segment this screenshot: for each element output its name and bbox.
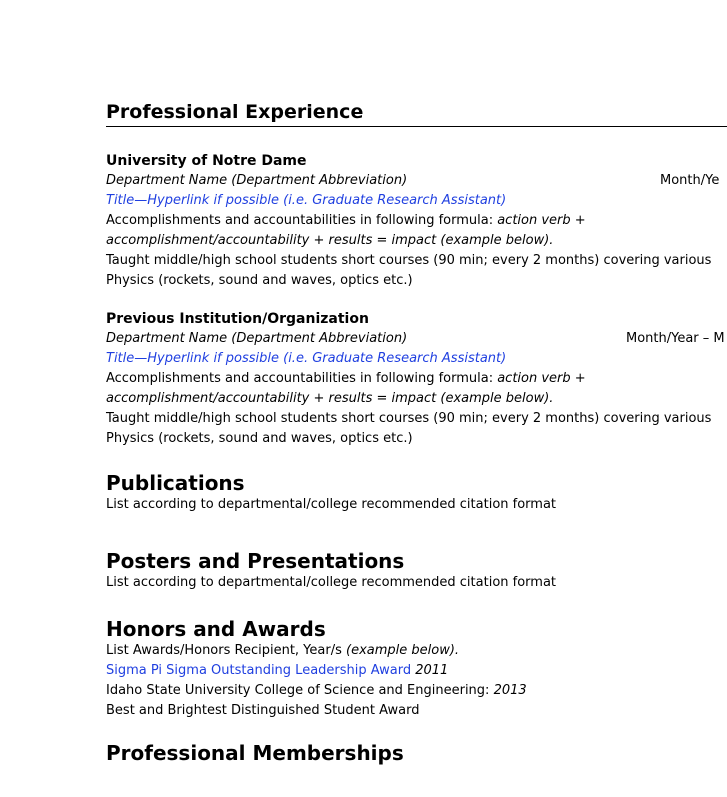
acc-italic: action verb + [497, 371, 586, 386]
dept-name: Department Name (Department Abbreviation) [106, 331, 408, 346]
accomplishment-line-2: accomplishment/accountability + results = impact (example below). [106, 233, 554, 248]
experience-entry-2 [106, 309, 727, 449]
award-3: Best and Brightest Distinguished Student Award [106, 703, 420, 718]
award-1 [106, 661, 727, 681]
honors-intro-plain: List Awards/Honors Recipient, Year/s [106, 643, 346, 658]
dept-row [106, 171, 727, 191]
section-title-posters: Posters and Presentations [106, 549, 405, 573]
accomplishment-line-1 [106, 211, 727, 231]
org-name: Previous Institution/Organization [106, 311, 369, 327]
award-2-text: Idaho State University College of Science and Engineering: [106, 683, 494, 698]
acc-italic: action verb + [497, 213, 586, 228]
taught-line-2: Physics (rockets, sound and waves, optics etc.) [106, 431, 413, 446]
award-2 [106, 681, 727, 701]
date-range: Month/Year – M [626, 331, 725, 346]
section-title-publications: Publications [106, 471, 245, 495]
resume-content [106, 100, 727, 765]
acc-plain: Accomplishments and accountabilities in following formula: [106, 371, 498, 386]
award-1-link[interactable]: Sigma Pi Sigma Outstanding Leadership Award [106, 663, 412, 678]
dept-row [106, 329, 727, 349]
taught-line-1: Taught middle/high school students short courses (90 min; every 2 months) covering various [106, 411, 712, 426]
taught-line-2: Physics (rockets, sound and waves, optics etc.) [106, 273, 413, 288]
honors-intro [106, 641, 727, 661]
taught-line-1: Taught middle/high school students short courses (90 min; every 2 months) covering various [106, 253, 712, 268]
org-name: University of Notre Dame [106, 153, 307, 169]
date-range: Month/Ye [660, 173, 720, 188]
award-2-year: 2013 [493, 683, 527, 698]
publications-text: List according to departmental/college recommended citation format [106, 497, 557, 512]
award-1-year: 2011 [411, 663, 449, 678]
role-title-link[interactable]: Title—Hyperlink if possible (i.e. Graduate Research Assistant) [106, 193, 507, 208]
section-title-memberships: Professional Memberships [106, 741, 404, 765]
accomplishment-line-1 [106, 369, 727, 389]
section-title-honors: Honors and Awards [106, 617, 326, 641]
experience-entry-1 [106, 151, 727, 291]
role-title-link[interactable]: Title—Hyperlink if possible (i.e. Graduate Research Assistant) [106, 351, 507, 366]
posters-text: List according to departmental/college recommended citation format [106, 575, 557, 590]
acc-plain: Accomplishments and accountabilities in following formula: [106, 213, 498, 228]
accomplishment-line-2: accomplishment/accountability + results = impact (example below). [106, 391, 554, 406]
honors-intro-italic: (example below). [346, 643, 460, 658]
dept-name: Department Name (Department Abbreviation) [106, 173, 408, 188]
section-title-experience: Professional Experience [106, 100, 727, 127]
